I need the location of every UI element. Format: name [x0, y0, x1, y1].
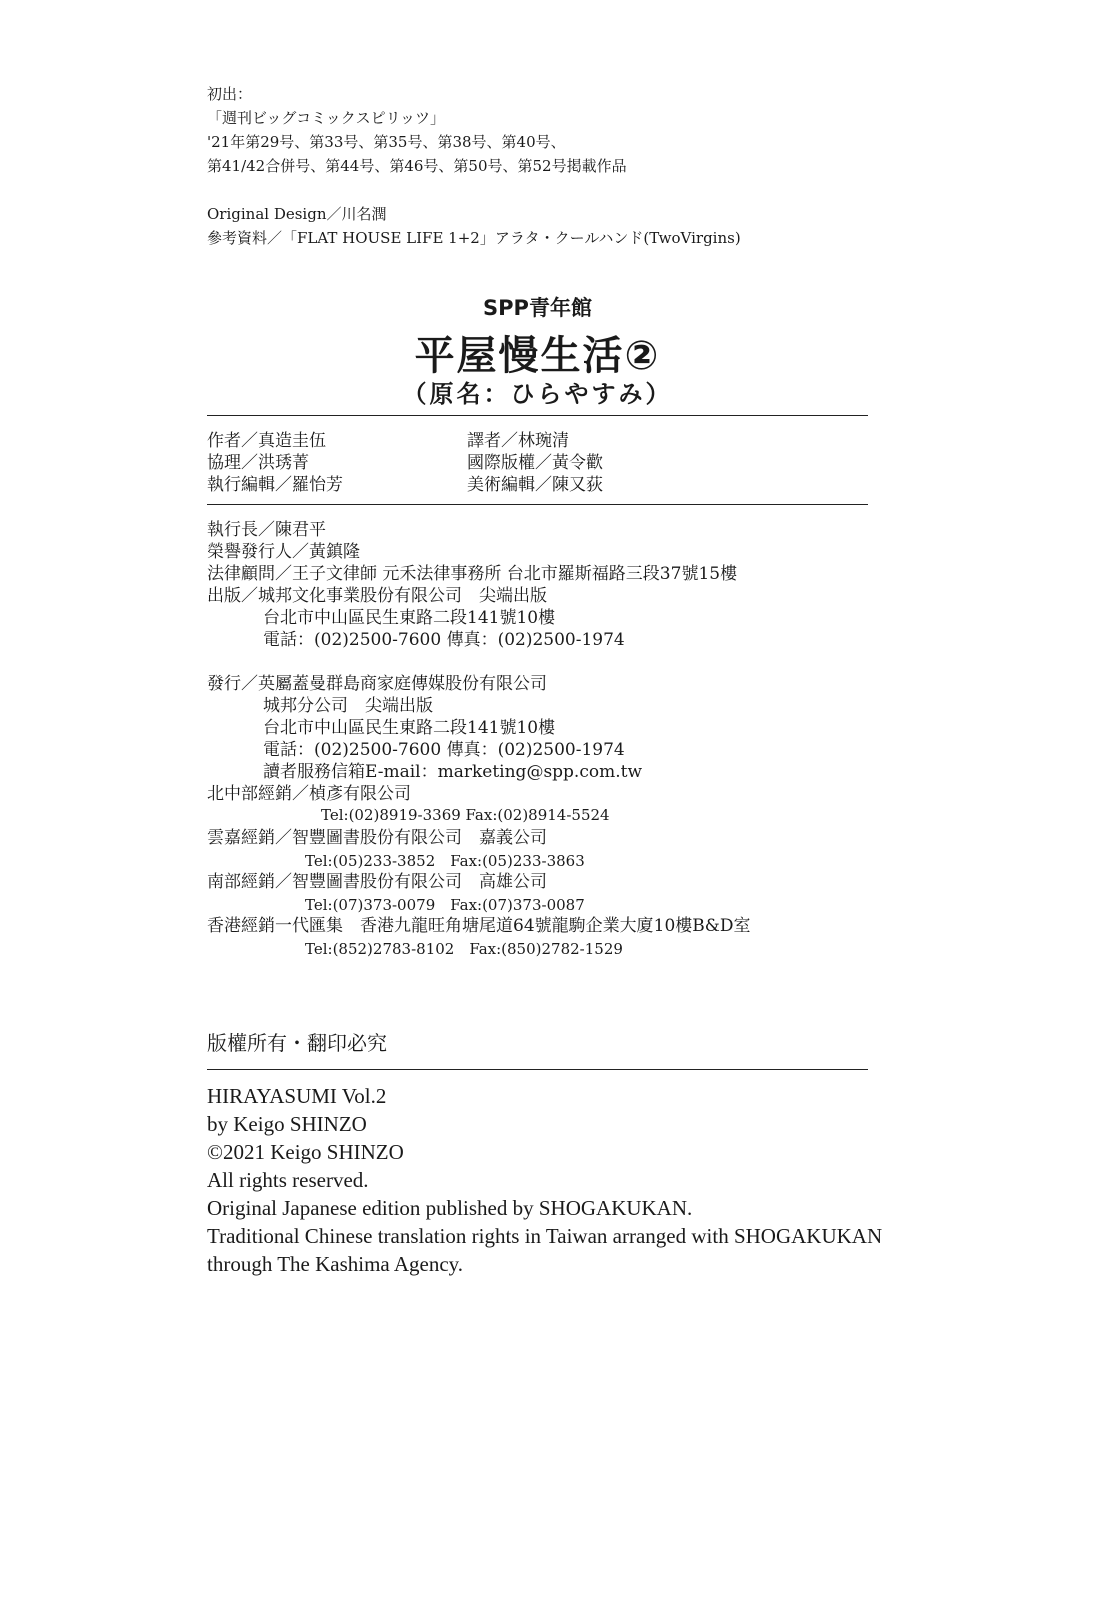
credit-translator: 譯者／林琬清: [467, 431, 569, 451]
divider-top: [207, 415, 868, 416]
series-label: SPP青年館: [483, 296, 592, 320]
issuer-phone: 電話：(02)2500-7600 傳真：(02)2500-1974: [263, 740, 625, 760]
south-distributor: 南部經銷／智豐圖書股份有限公司 高雄公司: [207, 872, 547, 892]
first-appearance-label: 初出：: [207, 85, 253, 103]
english-line-6: Traditional Chinese translation rights in Taiwan arranged with SHOGAKUKAN: [207, 1224, 883, 1248]
english-line-4: All rights reserved.: [207, 1168, 369, 1192]
reader-service-email: 讀者服務信箱E-mail：marketing@spp.com.tw: [263, 762, 642, 782]
english-line-5: Original Japanese edition published by SHOGAKUKAN.: [207, 1196, 693, 1220]
credit-manager: 協理／洪琇菁: [207, 453, 309, 473]
south-distributor-tel: Tel:(07)373-0079 Fax:(07)373-0087: [305, 896, 585, 914]
reference-credit: 參考資料／「FLAT HOUSE LIFE 1+2」アラタ・クールハンド(TwoVirgins): [207, 229, 741, 247]
original-title: （原名：ひらやすみ）: [402, 380, 673, 408]
north-distributor: 北中部經銷／楨彥有限公司: [207, 784, 411, 804]
magazine-name: 「週刊ビッグコミックスピリッツ」: [207, 109, 446, 127]
honorary-publisher-line: 榮譽發行人／黃鎮隆: [207, 542, 360, 562]
credit-author: 作者／真造圭伍: [207, 431, 326, 451]
issues-line-2: 第41/42合併号、第44号、第46号、第50号、第52号掲載作品: [207, 157, 627, 175]
credit-editor: 執行編輯／羅怡芳: [207, 475, 343, 495]
design-credit: Original Design／川名潤: [207, 205, 387, 223]
english-line-7: through The Kashima Agency.: [207, 1252, 464, 1276]
yunjia-distributor: 雲嘉經銷／智豐圖書股份有限公司 嘉義公司: [207, 828, 547, 848]
credit-art-editor: 美術編輯／陳又荻: [467, 475, 603, 495]
issues-line-1: '21年第29号、第33号、第35号、第38号、第40号、: [207, 133, 566, 151]
publisher-address: 台北市中山區民生東路二段141號10樓: [263, 608, 556, 628]
book-title: 平屋慢生活②: [414, 333, 661, 379]
yunjia-distributor-tel: Tel:(05)233-3852 Fax:(05)233-3863: [305, 852, 585, 870]
issuer-address: 台北市中山區民生東路二段141號10樓: [263, 718, 556, 738]
divider-middle: [207, 504, 868, 505]
hk-distributor: 香港經銷一代匯集 香港九龍旺角塘尾道64號龍駒企業大廈10樓B&D室: [207, 916, 751, 936]
english-line-1: HIRAYASUMI Vol.2: [207, 1084, 387, 1108]
hk-distributor-tel: Tel:(852)2783-8102 Fax:(850)2782-1529: [305, 940, 623, 958]
copyright-notice: 版權所有・翻印必究: [207, 1031, 387, 1055]
issuer-line: 發行／英屬蓋曼群島商家庭傳媒股份有限公司: [207, 674, 547, 694]
ceo-line: 執行長／陳君平: [207, 520, 326, 540]
credit-rights: 國際版權／黃令歡: [467, 453, 603, 473]
english-line-3: ©2021 Keigo SHINZO: [207, 1140, 404, 1164]
publisher-phone: 電話：(02)2500-7600 傳真：(02)2500-1974: [263, 630, 625, 650]
legal-counsel-line: 法律顧問／王子文律師 元禾法律事務所 台北市羅斯福路三段37號15樓: [207, 564, 738, 584]
branch-line: 城邦分公司 尖端出版: [263, 696, 433, 716]
publisher-line: 出版／城邦文化事業股份有限公司 尖端出版: [207, 586, 547, 606]
north-distributor-tel: Tel:(02)8919-3369 Fax:(02)8914-5524: [321, 806, 610, 824]
english-line-2: by Keigo SHINZO: [207, 1112, 367, 1136]
divider-bottom: [207, 1069, 868, 1070]
